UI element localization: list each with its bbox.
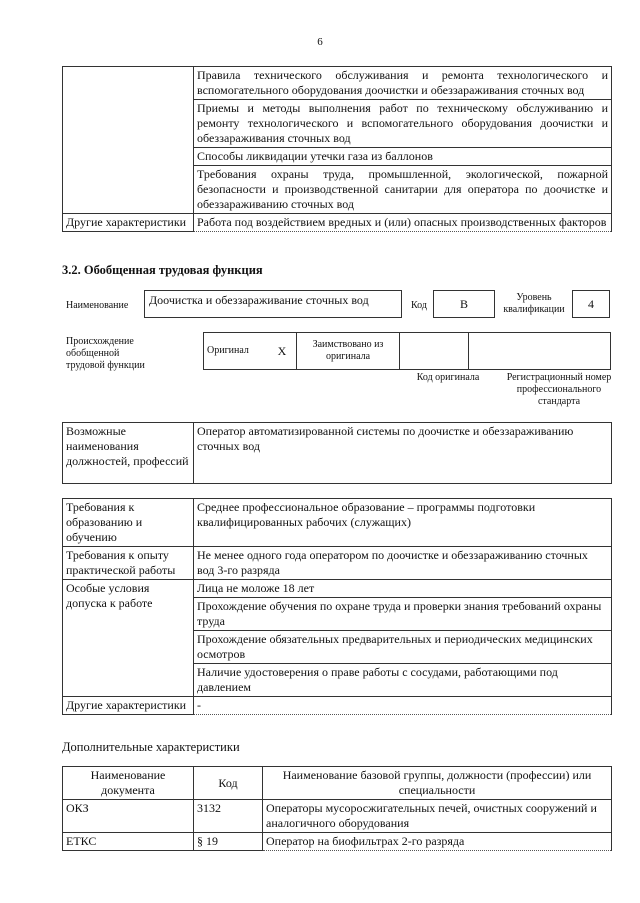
experience-label: Требования к опыту практической работы — [63, 547, 194, 580]
name-label: Наименование — [66, 300, 129, 311]
original-code-cell — [400, 333, 469, 370]
original-label: Оригинал — [204, 333, 269, 370]
code-etks: § 19 — [194, 833, 263, 851]
level-label: Уровень квалификации — [503, 292, 565, 315]
special-condition: Лица не моложе 18 лет — [194, 580, 612, 598]
knowledge-item: Правила технического обслуживания и ремонта технологического и вспомогательного оборудования доочистки и обеззараживания сточных вод — [194, 67, 612, 100]
special-condition: Наличие удостоверения о праве работы с сосудами, работающими под давлением — [194, 664, 612, 697]
special-conditions-label: Особые условия допуска к работе — [63, 580, 194, 697]
header-name: Наименование базовой группы, должности (профессии) или специальности — [263, 767, 612, 800]
name-okz: Операторы мусоросжигательных печей, очистных сооружений и аналогичного оборудования — [263, 800, 612, 833]
origin-table — [203, 332, 611, 370]
special-condition: Прохождение обязательных предварительных и периодических медицинских осмотров — [194, 631, 612, 664]
doc-etks: ЕТКС — [63, 833, 194, 851]
code-okz: 3132 — [194, 800, 263, 833]
name-etks: Оператор на биофильтрах 2-го разряда — [263, 833, 612, 851]
borrowed-label: Заимствовано из оригинала — [297, 333, 400, 370]
code-label: Код — [411, 300, 427, 311]
positions-table — [62, 422, 612, 484]
page-number: 6 — [317, 36, 323, 48]
name-value: Доочистка и обеззараживание сточных вод — [144, 290, 402, 318]
level-value: 4 — [572, 290, 610, 318]
education-label: Требования к образованию и обучению — [63, 499, 194, 547]
section-title: 3.2. Обобщенная трудовая функция — [62, 263, 263, 277]
knowledge-item: Приемы и методы выполнения работ по техническому обслуживанию и ремонту технологического и вспомогательного оборудования доочистки и обеззараживания сточных вод — [194, 100, 612, 148]
knowledge-item: Требования охраны труда, промышленной, экологической, пожарной безопасности и производственной санитарии для оператора по доочистке и обеззараживанию сточных вод — [194, 166, 612, 214]
education-value: Среднее профессиональное образование – программы подготовки квалифицированных рабочих (служащих) — [194, 499, 612, 547]
registration-number-cell — [469, 333, 611, 370]
additional-table — [62, 766, 612, 851]
header-document: Наименование документа — [63, 767, 194, 800]
knowledge-table — [62, 66, 612, 232]
additional-title: Дополнительные характеристики — [62, 740, 240, 754]
knowledge-item: Способы ликвидации утечки газа из баллонов — [194, 148, 612, 166]
doc-okz: ОКЗ — [63, 800, 194, 833]
other-label: Другие характеристики — [63, 697, 194, 715]
code-value: B — [433, 290, 495, 318]
empty-label-cell — [63, 67, 194, 100]
special-condition: Прохождение обучения по охране труда и проверки знания требований охраны труда — [194, 598, 612, 631]
code-caption: Код оригинала — [416, 372, 480, 383]
experience-value: Не менее одного года оператором по доочистке и обеззараживанию сточных вод 3-го разряда — [194, 547, 612, 580]
other-characteristics-value: Работа под воздействием вредных и (или) опасных производственных факторов — [194, 214, 612, 232]
header-code: Код — [194, 767, 263, 800]
requirements-table — [62, 498, 612, 715]
registration-caption: Регистрационный номер профессионального стандарта — [506, 372, 612, 407]
original-mark: X — [268, 333, 297, 370]
origin-label: Происхождение обобщенной трудовой функции — [66, 336, 145, 371]
positions-value: Оператор автоматизированной системы по доочистке и обеззараживанию сточных вод — [194, 423, 612, 484]
other-characteristics-label: Другие характеристики — [63, 214, 194, 232]
positions-label: Возможные наименования должностей, профессий — [63, 423, 194, 484]
other-value: - — [194, 697, 612, 715]
